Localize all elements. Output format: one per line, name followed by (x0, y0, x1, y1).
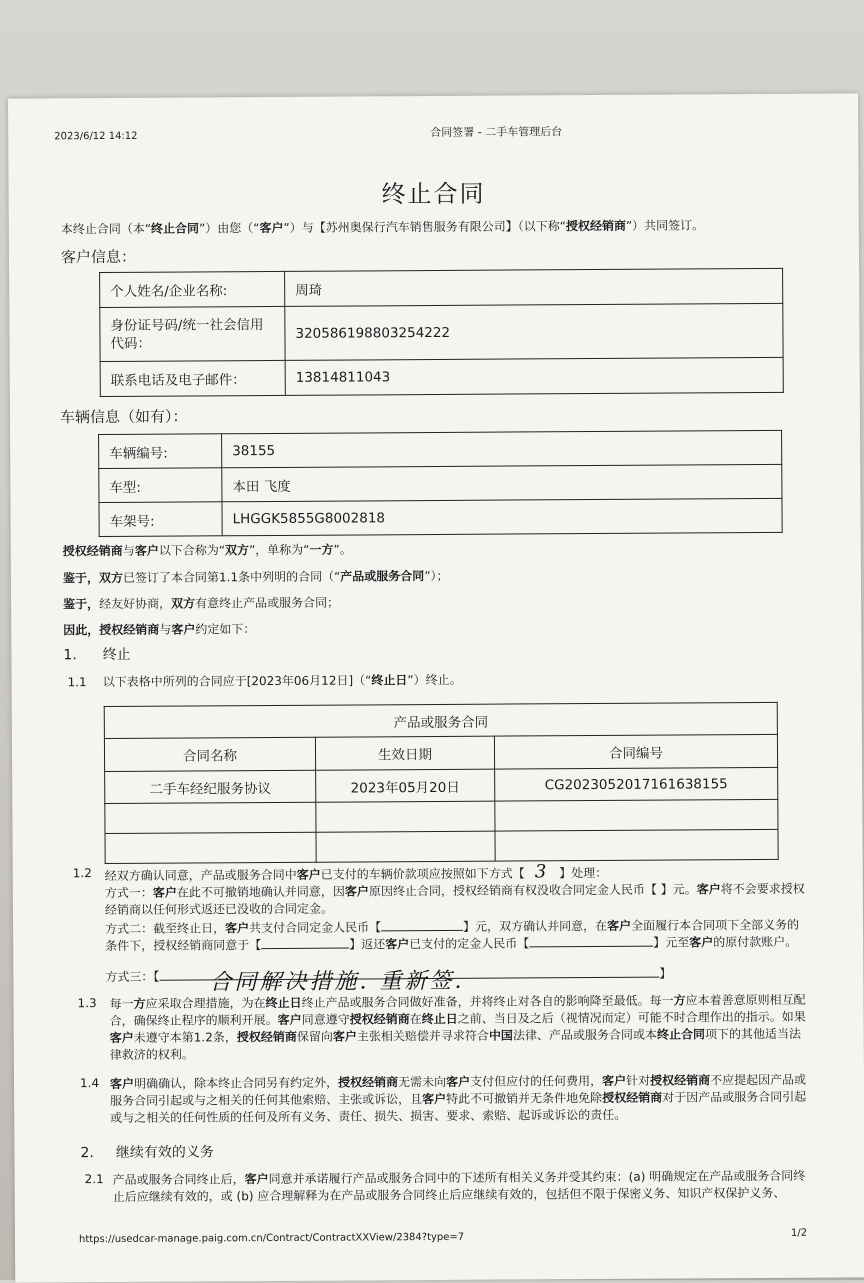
table-row (99, 464, 782, 502)
option-2: 方式二：截至终止日，客户共支付合同定金人民币【 】元，双方确认并同意，在客户全面履行本合同项下全部义务的条件下，授权经销商同意于【 】返还客户已支付的定金人民币【 】元至客户的原付款账户。 (105, 917, 800, 954)
handwritten-signature: 合同解决措施. 重新签. (209, 968, 465, 996)
clause-1-2-intro: 经双方确认同意，产品或服务合同中客户已支付的车辆价款项应按照如下方式【 3 】处理： (104, 861, 608, 884)
table-row (100, 357, 783, 396)
contracts-table-caption: 产品或服务合同 (104, 702, 777, 738)
clause-1-2 (105, 862, 806, 955)
document-title: 终止合同 (381, 179, 486, 209)
table-row (105, 799, 778, 833)
clause-1-4: 客户明确确认，除本终止合同另有约定外，授权经销商无需未向客户支付但应付的任何费用，客户针对授权经销商不应提起因产品或服务合同引起或与之相关的任何其他索赔、主张或诉讼，且客户特此不可撤销并无条件地免除授权经销商对于因产品或服务合同引起或与之相关的任何性质的任何及所有义务、责任、损失、损害、要求、索赔、起诉或诉讼的责任。 (109, 1072, 807, 1125)
contract-name-cell: 二手车经纪服务协议 (105, 770, 316, 803)
contracts-table (104, 702, 779, 864)
vehicle-number-label: 车辆编号: (99, 434, 222, 469)
clause-1-3-number: 1.3 (77, 996, 97, 1011)
empty-cell (495, 799, 778, 831)
table-row (100, 303, 783, 361)
print-date: 2023/6/12 14:12 (54, 130, 138, 143)
customer-info-table (99, 268, 784, 397)
vehicle-model-value: 本田 飞度 (222, 464, 782, 501)
effective-date-cell: 2023年05月20日 (316, 769, 495, 802)
empty-cell (495, 829, 778, 861)
table-row (104, 702, 777, 738)
vehicle-model-label: 车型: (99, 468, 222, 503)
customer-name-value: 周琦 (285, 268, 783, 306)
option-3: 方式三：【 合同解决措施. 重新签. 】 (105, 965, 671, 985)
customer-name-label: 个人姓名/企业名称: (100, 271, 285, 307)
clause-1-4-number: 1.4 (79, 1076, 100, 1091)
table-row (105, 829, 778, 863)
vehicle-vin-value: LHGGK5855G8002818 (222, 498, 782, 535)
intro-paragraph: 本终止合同（本“终止合同”）由您（“客户”）与【苏州奥保行汽车销售服务有限公司】（以下称“授权经销商”）共同签订。 (60, 218, 705, 237)
customer-contact-value: 13814811043 (285, 357, 783, 395)
section-2-heading: 2. 继续有效的义务 (80, 1144, 214, 1162)
table-row (105, 767, 778, 803)
table-row (99, 430, 782, 468)
clause-2-1-number: 2.1 (84, 1172, 104, 1187)
whereas-1: 鉴于，双方已签订了本合同第1.1条中列明的合同（“产品或服务合同”）； (62, 568, 449, 586)
therefore-paragraph: 因此，授权经销商与客户约定如下： (63, 622, 256, 638)
customer-id-label: 身份证号码/统一社会信用代码： (100, 306, 285, 361)
vehicle-info-table (98, 430, 783, 537)
table-row (104, 734, 777, 771)
clause-1-2-number: 1.2 (72, 866, 92, 881)
column-header-contract-name: 合同名称 (104, 737, 315, 771)
whereas-2: 鉴于，经友好协商，双方有意终止产品或服务合同； (63, 595, 340, 612)
option-1: 方式一：客户在此不可撤销地确认并同意，因客户原因终止合同，授权经销商有权没收合同定金人民币【 】元。客户将不会要求授权经销商以任何形式返还已没收的合同定金。 (104, 881, 805, 918)
clause-2-1: 产品或服务合同终止后，客户同意并承诺履行产品或服务合同中的下述所有相关义务并受其约束：(a) 明确规定在产品或服务合同终止后应继续有效的，或 (b) 应合理解释为在产品或服务合同终止后应继续有效的，包括但不限于保密义务、知识产权保护义务、 (112, 1168, 806, 1204)
customer-id-value: 320586198803254222 (285, 303, 783, 360)
document-page (8, 93, 864, 1282)
parties-paragraph: 授权经销商与客户以下合称为“双方”，单称为“一方”。 (62, 542, 352, 559)
handwritten-choice: 3 (534, 861, 550, 883)
clause-1-1: 1.1 以下表格中所列的合同应于[2023年06月12日]（“终止日”）终止。 (67, 672, 462, 690)
customer-contact-label: 联系电话及电子邮件： (100, 360, 285, 396)
vehicle-number-value: 38155 (222, 430, 782, 467)
empty-cell (105, 832, 316, 863)
empty-cell (316, 831, 495, 862)
table-row (100, 268, 783, 307)
vehicle-vin-label: 车架号: (99, 502, 222, 537)
customer-info-heading: 客户信息： (60, 247, 137, 267)
vehicle-info-heading: 车辆信息（如有）： (59, 407, 188, 427)
table-row (99, 498, 782, 536)
empty-cell (316, 801, 495, 832)
column-header-contract-number: 合同编号 (494, 734, 777, 769)
column-header-effective-date: 生效日期 (315, 736, 494, 770)
clause-1-3: 每一方应采取合理措施，为在终止日终止产品或服务合同做好准备，并将终止对各自的影响降至最低。每一方应本着善意原则相互配合，确保终止程序的顺利开展。客户同意遵守授权经销商在终止日之前、当日及之后（视情况而定）可能不时合理作出的指示。如果客户未遵守本第1.2条，授权经销商保留向客户主张相关赔偿并寻求符合中国法律、产品或服务合同或本终止合同项下的其他适当法律救济的权利。 (109, 992, 806, 1062)
section-1-heading: 1. 终止 (63, 646, 131, 664)
page-url: https://usedcar-manage.paig.com.cn/Contract/ContractXXView/2384?type=7 (78, 1231, 465, 1246)
contract-number-cell: CG2023052017161638155 (495, 767, 778, 801)
empty-cell (105, 802, 316, 833)
page-number: 1/2 (790, 1227, 808, 1239)
site-title: 合同签署 - 二手车管理后台 (430, 125, 563, 140)
